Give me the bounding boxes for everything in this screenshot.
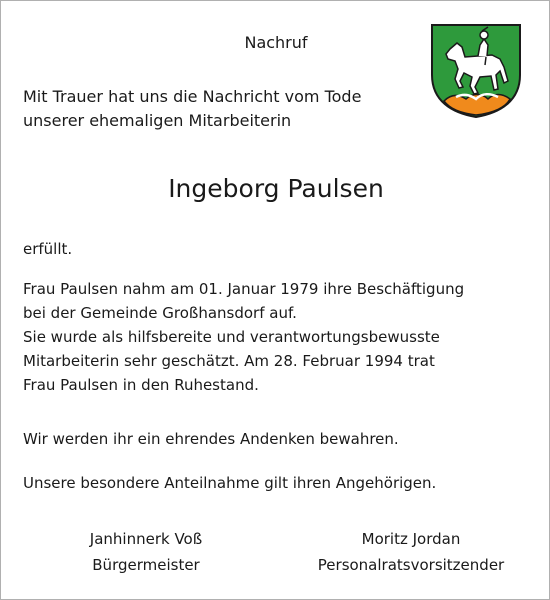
paragraph-line: Wir werden ihr ein ehrendes Andenken bewahren. [23, 430, 399, 448]
paragraph-line: Frau Paulsen nahm am 01. Januar 1979 ihre Beschäftigung [23, 280, 465, 298]
paragraph-line: Sie wurde als hilfsbereite und verantwortungsbewusste [23, 328, 440, 346]
paragraph-remembrance [23, 427, 533, 451]
signatory-role: Personalratsvorsitzender [317, 556, 505, 574]
paragraph-line: erfüllt. [23, 240, 73, 258]
coat-of-arms-horse-rider-icon [430, 23, 522, 119]
signature-staff-council [291, 526, 531, 578]
paragraph-line: Unsere besondere Anteilnahme gilt ihren Angehörigen. [23, 474, 437, 492]
intro-line: unserer ehemaligen Mitarbeiterin [23, 111, 292, 130]
signatory-name: Janhinnerk Voß [89, 530, 203, 548]
paragraph-line: Frau Paulsen in den Ruhestand. [23, 376, 259, 394]
signature-mayor [41, 526, 251, 578]
paragraph-career [23, 277, 533, 397]
paragraph-filled [23, 237, 533, 261]
paragraph-line: bei der Gemeinde Großhansdorf auf. [23, 304, 297, 322]
intro-text [23, 85, 423, 133]
paragraph-line: Mitarbeiterin sehr geschätzt. Am 28. Februar 1994 trat [23, 352, 435, 370]
paragraph-condolence [23, 471, 533, 495]
deceased-name: Ingeborg Paulsen [168, 174, 384, 203]
signatory-name: Moritz Jordan [361, 530, 461, 548]
intro-line: Mit Trauer hat uns die Nachricht vom Tode [23, 87, 362, 106]
signatory-role: Bürgermeister [92, 556, 200, 574]
notice-heading: Nachruf [244, 33, 308, 52]
